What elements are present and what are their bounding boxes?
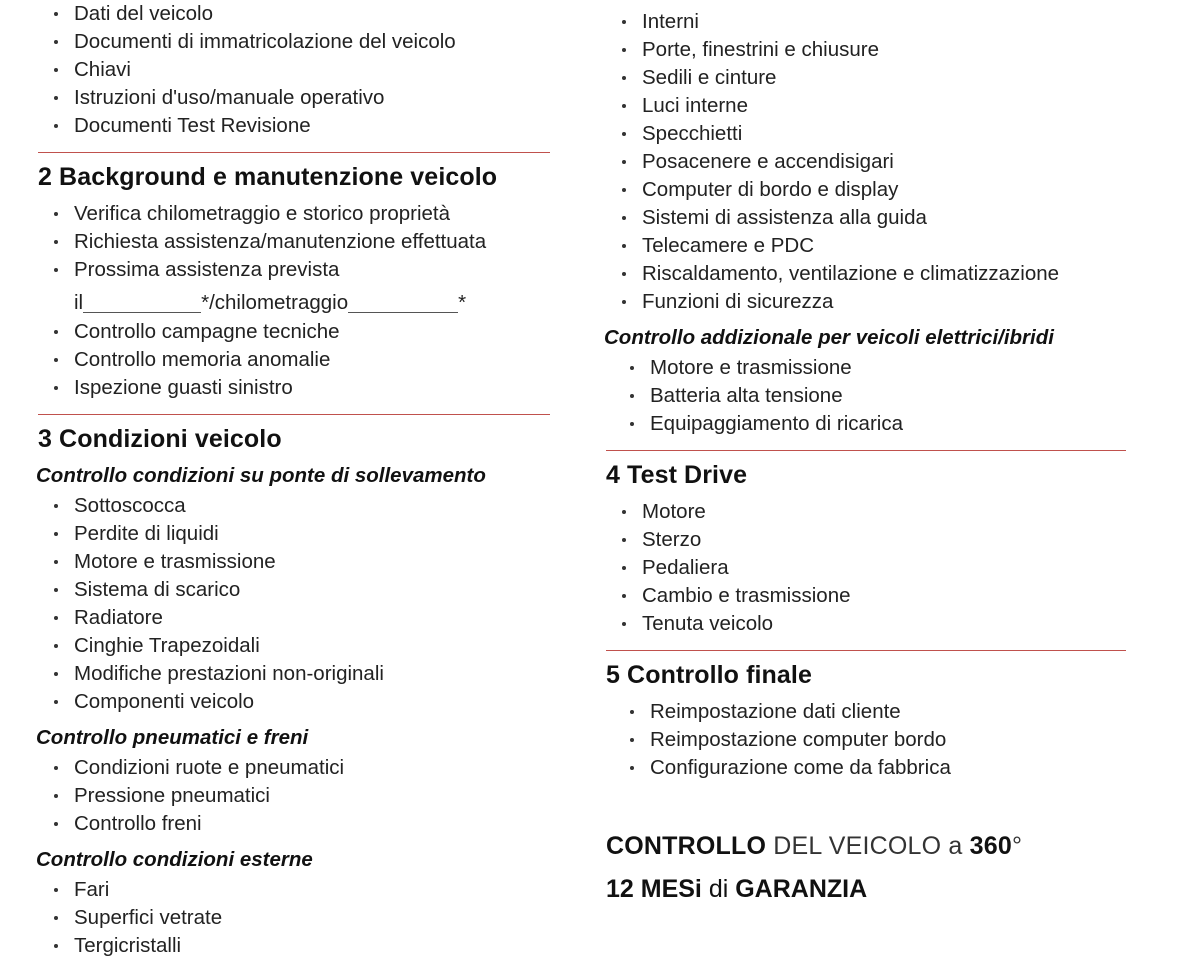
list-item: Motore e trasmissione — [598, 354, 1160, 382]
tyres-brakes-list — [30, 754, 562, 838]
list-item: Verifica chilometraggio e storico proprietà — [30, 200, 562, 228]
list-item: Sistemi di assistenza alla guida — [598, 204, 1160, 232]
list-item: Reimpostazione computer bordo — [598, 726, 1160, 754]
test-drive-list — [598, 498, 1160, 638]
fill-suffix-label: * — [458, 291, 467, 314]
list-item: Interni — [598, 8, 1160, 36]
list-item: Specchietti — [598, 120, 1160, 148]
list-item: Computer di bordo e display — [598, 176, 1160, 204]
fill-middle-label: */chilometraggio — [201, 291, 349, 314]
final-check-list — [598, 698, 1160, 782]
footer-vehicle-check-line — [606, 832, 1160, 861]
footer-garanzia-label: GARANZIA — [735, 875, 868, 903]
list-item: Prossima assistenza prevista — [30, 256, 562, 284]
list-item: Sistema di scarico — [30, 576, 562, 604]
list-item: Funzioni di sicurezza — [598, 288, 1160, 316]
list-item: Tenuta veicolo — [598, 610, 1160, 638]
section-2-list — [30, 200, 562, 284]
list-item: Radiatore — [30, 604, 562, 632]
list-item: Controllo campagne tecniche — [30, 318, 562, 346]
mileage-blank-field[interactable] — [348, 293, 458, 313]
footer-12-mesi-label: 12 MESi — [606, 875, 702, 903]
footer-del-veicolo-label: DEL VEICOLO a — [766, 832, 970, 860]
list-item: Sottoscocca — [30, 492, 562, 520]
section-divider — [606, 650, 1126, 651]
list-item: Documenti Test Revisione — [30, 112, 562, 140]
subsection-exterior-title: Controllo condizioni esterne — [36, 848, 313, 871]
list-item: Dati del veicolo — [30, 0, 562, 28]
section-divider — [38, 152, 550, 153]
section-divider — [38, 414, 550, 415]
footer-di-label: di — [701, 875, 736, 903]
list-item: Equipaggiamento di ricarica — [598, 410, 1160, 438]
section-4-title: 4 Test Drive — [606, 461, 748, 489]
fill-prefix-label: il — [74, 291, 84, 314]
list-item: Cambio e trasmissione — [598, 582, 1160, 610]
vehicle-documents-list — [30, 0, 562, 140]
list-item: Porte, finestrini e chiusure — [598, 36, 1160, 64]
list-item: Configurazione come da fabbrica — [598, 754, 1160, 782]
footer-warranty-line — [606, 875, 1160, 904]
interior-checks-list — [598, 8, 1160, 316]
section-5-title: 5 Controllo finale — [606, 661, 812, 689]
list-item: Superfici vetrate — [30, 904, 562, 932]
section-2-title: 2 Background e manutenzione veicolo — [38, 163, 498, 191]
clipped-subsection-title — [604, 0, 1160, 6]
list-item: Telecamere e PDC — [598, 232, 1160, 260]
section-3-title: 3 Condizioni veicolo — [38, 425, 282, 453]
list-item: Istruzioni d'uso/manuale operativo — [30, 84, 562, 112]
footer-controllo-label: CONTROLLO — [606, 832, 767, 860]
list-item: Batteria alta tensione — [598, 382, 1160, 410]
list-item: Controllo freni — [30, 810, 562, 838]
footer-360-label: 360 — [969, 832, 1012, 860]
list-item: Sedili e cinture — [598, 64, 1160, 92]
section-divider — [606, 450, 1126, 451]
list-item: Condizioni ruote e pneumatici — [30, 754, 562, 782]
left-column — [0, 0, 580, 957]
list-item: Pressione pneumatici — [30, 782, 562, 810]
subsection-tyres-brakes-title: Controllo pneumatici e freni — [36, 726, 309, 749]
list-item: Tergicristalli — [30, 932, 562, 960]
list-item: Fari — [30, 876, 562, 904]
next-service-fill-in-row — [30, 288, 562, 318]
list-item: Sterzo — [598, 526, 1160, 554]
footer-degree-symbol: ° — [1011, 832, 1023, 860]
list-item: Cinghie Trapezoidali — [30, 632, 562, 660]
list-item: Riscaldamento, ventilazione e climatizzazione — [598, 260, 1160, 288]
list-item: Documenti di immatricolazione del veicolo — [30, 28, 562, 56]
list-item: Motore — [598, 498, 1160, 526]
list-item: Richiesta assistenza/manutenzione effettuata — [30, 228, 562, 256]
list-item: Reimpostazione dati cliente — [598, 698, 1160, 726]
exterior-list — [30, 876, 562, 960]
list-item: Controllo memoria anomalie — [30, 346, 562, 374]
list-item: Luci interne — [598, 92, 1160, 120]
electric-hybrid-list — [598, 354, 1160, 438]
list-item: Pedaliera — [598, 554, 1160, 582]
subsection-electric-hybrid-title: Controllo addizionale per veicoli elettrici/ibridi — [604, 326, 1054, 349]
right-column — [580, 0, 1200, 903]
date-blank-field[interactable] — [83, 293, 201, 313]
list-item: Modifiche prestazioni non-originali — [30, 660, 562, 688]
section-2-list-continued — [30, 318, 562, 402]
list-item: Motore e trasmissione — [30, 548, 562, 576]
list-item: Perdite di liquidi — [30, 520, 562, 548]
list-item: Componenti veicolo — [30, 688, 562, 716]
subsection-lift-inspection-title: Controllo condizioni su ponte di sollevamento — [36, 464, 486, 487]
lift-inspection-list — [30, 492, 562, 716]
list-item: Chiavi — [30, 56, 562, 84]
list-item: Posacenere e accendisigari — [598, 148, 1160, 176]
list-item: Ispezione guasti sinistro — [30, 374, 562, 402]
